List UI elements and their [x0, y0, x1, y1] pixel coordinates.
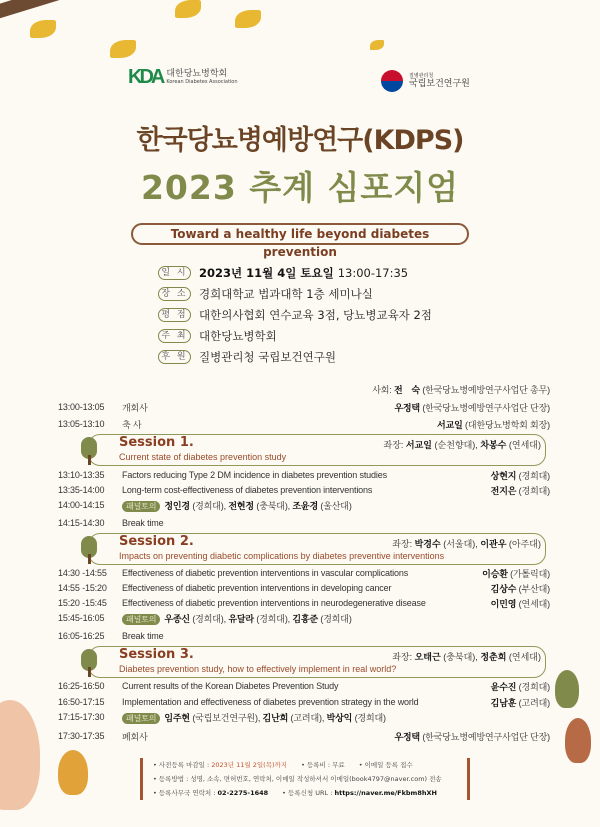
contact-label: • 등록사무국 연락처 :	[153, 789, 218, 797]
time-slot: 13:00-13:05	[58, 402, 105, 412]
info-value: 13:00-17:35	[337, 265, 409, 280]
registration-footer	[140, 758, 470, 800]
time-slot: 16:50-17:15	[58, 697, 105, 707]
talk-row	[58, 596, 550, 610]
deadline-label: • 사전등록 마감일 :	[153, 761, 212, 769]
panel-row	[58, 710, 550, 724]
deadline-value: 2023년 11월 2일(목)까지	[211, 761, 288, 769]
tree-decoration	[58, 750, 88, 795]
person-name: 상현지	[490, 470, 517, 481]
time-slot: 15:20 -15:45	[58, 598, 107, 608]
program-item: Effectiveness of diabetic prevention interventions in vascular complications	[122, 568, 409, 578]
kda-logo-english: Korean Diabetes Association	[166, 78, 238, 85]
time-slot: 13:10-13:35	[58, 470, 105, 480]
time-slot: 13:05-13:10	[58, 419, 105, 429]
time-slot: 16:05-16:25	[58, 631, 105, 641]
speaker	[487, 484, 550, 497]
info-label-pill: 후 원	[158, 350, 191, 364]
person-name: 이승환	[482, 568, 508, 579]
panel-members: 패널토의 임주현 (국립보건연구원), 김난희 (고려대), 박상익 (경희대)	[122, 711, 550, 724]
session-subtitle: Current state of diabetes prevention study	[119, 452, 287, 462]
person-affiliation: (연세대)	[508, 652, 541, 662]
nih-logo-name: 국립보건연구원	[409, 78, 470, 89]
taegeuk-emblem-icon	[381, 70, 403, 92]
break-row	[58, 516, 550, 530]
person-affiliation: (고려대)	[518, 697, 550, 708]
person-name: 우정택	[394, 402, 420, 413]
session-header	[88, 533, 546, 565]
contact-phone: 02-2275-1648	[217, 789, 269, 797]
person-name: 유달라	[228, 613, 254, 624]
ginkgo-leaf-icon	[30, 20, 56, 38]
kda-logo	[128, 66, 238, 89]
person-affiliation: (서울대)	[443, 539, 476, 549]
title-line-2: 2023 추계 심포지엄	[140, 168, 460, 207]
person-name: 김남훈	[490, 697, 517, 708]
person-name: 박상익	[326, 712, 353, 723]
session-name: Session 2.	[119, 534, 194, 549]
ginkgo-leaf-icon	[235, 10, 261, 28]
person-affiliation: (연세대)	[508, 440, 541, 450]
nih-logo	[381, 70, 470, 92]
program-item: 폐회사	[122, 731, 148, 742]
speaker	[478, 567, 550, 580]
time-slot: 14:30 -14:55	[58, 568, 107, 578]
person-affiliation: (대한당뇨병학회 회장)	[465, 419, 550, 430]
person-affiliation: (경희대)	[518, 470, 550, 481]
info-value: 질병관리청 국립보건연구원	[199, 349, 336, 364]
talk-row	[58, 581, 550, 595]
fee-info: • 등록비 : 무료	[301, 761, 345, 769]
speaker	[487, 469, 550, 482]
person-affiliation: (충북대)	[443, 652, 476, 662]
person-affiliation: (경희대)	[192, 500, 224, 511]
title-line-1: 한국당뇨병예방연구(KDPS)	[136, 125, 464, 156]
person-name: 조윤경	[292, 500, 319, 511]
person-affiliation: (경희대)	[320, 613, 352, 624]
person-affiliation: (가톨릭대)	[510, 568, 550, 579]
person-name: 전 숙	[394, 384, 420, 395]
person-affiliation: (울산대)	[320, 500, 352, 511]
person-affiliation: (경희대)	[256, 613, 288, 624]
person-name: 박경수	[414, 539, 441, 549]
panel-members: 패널토의 우종신 (경희대), 유달라 (경희대), 김홍준 (경희대)	[122, 612, 550, 625]
time-slot: 13:35-14:00	[58, 485, 105, 495]
speaker	[390, 401, 550, 414]
panel-members: 패널토의 정인경 (경희대), 전현정 (충북대), 조윤경 (울산대)	[122, 499, 550, 512]
person-name: 차봉수	[480, 440, 507, 450]
registration-method: • 등록방법 : 성명, 소속, 면허번호, 연락처, 이메일 작성하셔서 이메일(book4797@naver.com) 전송	[153, 775, 442, 783]
panel-row	[58, 498, 550, 512]
person-name: 우정택	[394, 731, 420, 742]
program-item: Factors reducing Type 2 DM incidence in diabetes prevention studies	[122, 470, 387, 480]
program-item: 축 사	[122, 419, 142, 430]
congrats-row	[58, 417, 550, 431]
person-name: 정춘희	[480, 652, 507, 662]
speaker	[487, 680, 550, 693]
session-name: Session 1.	[119, 435, 194, 450]
person-affiliation: (고려대)	[290, 712, 322, 723]
url-label: • 등록신청 URL :	[282, 789, 335, 797]
info-row	[158, 346, 432, 367]
session-subtitle: Impacts on preventing diabetic complications by diabetes preventive interventions	[119, 551, 445, 561]
kda-logo-mark: KDA	[128, 66, 163, 88]
talk-row	[58, 566, 550, 580]
tree-decoration	[0, 700, 40, 810]
info-row	[158, 325, 432, 346]
speaker	[433, 418, 550, 431]
time-slot: 14:15-14:30	[58, 518, 105, 528]
person-affiliation: (아주대)	[508, 539, 541, 549]
time-slot: 14:00-14:15	[58, 500, 105, 510]
program-item: Effectiveness of diabetic prevention interventions in developing cancer	[122, 583, 392, 593]
info-label-pill: 장 소	[158, 287, 191, 301]
ginkgo-leaf-icon	[110, 40, 136, 58]
info-label-pill: 평 점	[158, 308, 191, 322]
time-slot: 16:25-16:50	[58, 681, 105, 691]
person-affiliation: (한국당뇨병예방연구사업단 단장)	[422, 402, 550, 413]
session-subtitle: Diabetes prevention study, how to effectively implement in real world?	[119, 664, 397, 674]
person-name: 김홍준	[292, 613, 319, 624]
tree-icon	[81, 649, 97, 677]
registration-url[interactable]: https://naver.me/Fkbm8hXH	[334, 789, 437, 797]
person-affiliation: (순천향대)	[434, 440, 476, 450]
person-name: 임주현	[164, 712, 190, 723]
person-affiliation: (경희대)	[518, 681, 550, 692]
info-value-bold: 2023년 11월 4일 토요일	[199, 265, 334, 280]
session-name: Session 3.	[119, 647, 194, 662]
mc-label: 사회:	[372, 384, 392, 395]
kda-logo-name: 대한당뇨병학회	[166, 68, 228, 79]
info-label-pill: 일 시	[158, 266, 191, 280]
panel-badge: 패널토의	[122, 713, 160, 724]
person-name: 김상수	[490, 583, 517, 594]
tree-icon	[81, 437, 97, 465]
program-item: 개회사	[122, 402, 148, 413]
ginkgo-leaf-icon	[175, 0, 201, 18]
person-name: 정인경	[164, 500, 190, 511]
speaker	[487, 582, 550, 595]
person-name: 전현정	[228, 500, 254, 511]
person-affiliation: (국립보건연구원)	[192, 712, 258, 723]
program-item: Implementation and effectiveness of diabetes prevention strategy in the world	[122, 697, 419, 707]
chair-label: 좌장:	[392, 539, 413, 549]
speaker	[390, 730, 550, 743]
person-affiliation: (연세대)	[518, 598, 550, 609]
time-slot: 14:55 -15:20	[58, 583, 107, 593]
info-value: 대한당뇨병학회	[199, 328, 277, 343]
panel-badge: 패널토의	[122, 501, 160, 512]
person-affiliation: (한국당뇨병예방연구사업단 단장)	[422, 731, 550, 742]
person-name: 우종신	[164, 613, 190, 624]
session-chairs: 좌장: 오태근 (충북대), 정춘희 (연세대)	[392, 652, 541, 662]
speaker	[487, 696, 550, 709]
person-name: 서교일	[405, 440, 432, 450]
panel-row	[58, 611, 550, 625]
speaker	[487, 597, 550, 610]
person-affiliation: (부산대)	[518, 583, 550, 594]
slogan-banner: Toward a healthy life beyond diabetes prevention	[131, 223, 469, 245]
nih-logo-agency: 질병관리청	[409, 72, 434, 79]
mc	[368, 383, 550, 396]
session-chairs: 좌장: 서교일 (순천향대), 차봉수 (연세대)	[383, 440, 541, 450]
info-row	[158, 262, 432, 283]
tree-icon	[81, 536, 97, 564]
person-name: 전지은	[490, 485, 517, 496]
time-slot: 15:45-16:05	[58, 613, 105, 623]
chair-label: 좌장:	[383, 440, 404, 450]
panel-badge: 패널토의	[122, 614, 160, 625]
time-slot: 17:30-17:35	[58, 731, 105, 741]
person-affiliation: (경희대)	[518, 485, 550, 496]
person-affiliation: (충북대)	[256, 500, 288, 511]
person-name: 윤수진	[490, 681, 517, 692]
person-name: 이관우	[480, 539, 507, 549]
person-name: 이민영	[490, 598, 517, 609]
time-slot: 17:15-17:30	[58, 712, 105, 722]
talk-row	[58, 679, 550, 693]
info-row	[158, 304, 432, 325]
mc-row	[58, 382, 550, 396]
talk-row	[58, 468, 550, 482]
info-row	[158, 283, 432, 304]
talk-row	[58, 483, 550, 497]
program-item: Effectiveness of diabetic prevention interventions in neurodegenerative disease	[122, 598, 426, 608]
person-name: 오태근	[414, 652, 441, 662]
break-row	[58, 629, 550, 643]
ginkgo-leaf-icon	[370, 40, 384, 50]
session-header	[88, 646, 546, 678]
info-value: 경희대학교 법과대학 1층 세미나실	[199, 286, 373, 301]
person-affiliation: (경희대)	[354, 712, 386, 723]
program-item: Long-term cost-effectiveness of diabetes prevention interventions	[122, 485, 373, 495]
person-affiliation: (경희대)	[192, 613, 224, 624]
person-name: 김난희	[262, 712, 289, 723]
session-chairs: 좌장: 박경수 (서울대), 이관우 (아주대)	[392, 539, 541, 549]
info-label-pill: 주 최	[158, 329, 191, 343]
session-header	[88, 434, 546, 466]
talk-row	[58, 695, 550, 709]
email-registration: • 이메일 등록 접수	[358, 761, 413, 769]
break-label: Break time	[122, 631, 164, 641]
chair-label: 좌장:	[392, 652, 413, 662]
program-item: Current results of the Korean Diabetes Prevention Study	[122, 681, 339, 691]
opening-row	[58, 400, 550, 414]
person-affiliation: (한국당뇨병예방연구사업단 총무)	[422, 384, 550, 395]
closing-row	[58, 729, 550, 743]
person-name: 서교일	[437, 419, 463, 430]
event-info	[158, 262, 432, 367]
tree-decoration	[555, 670, 579, 708]
info-value: 대한의사협회 연수교육 3점, 당뇨병교육자 2점	[199, 307, 432, 322]
tree-decoration	[565, 718, 591, 763]
break-label: Break time	[122, 518, 164, 528]
